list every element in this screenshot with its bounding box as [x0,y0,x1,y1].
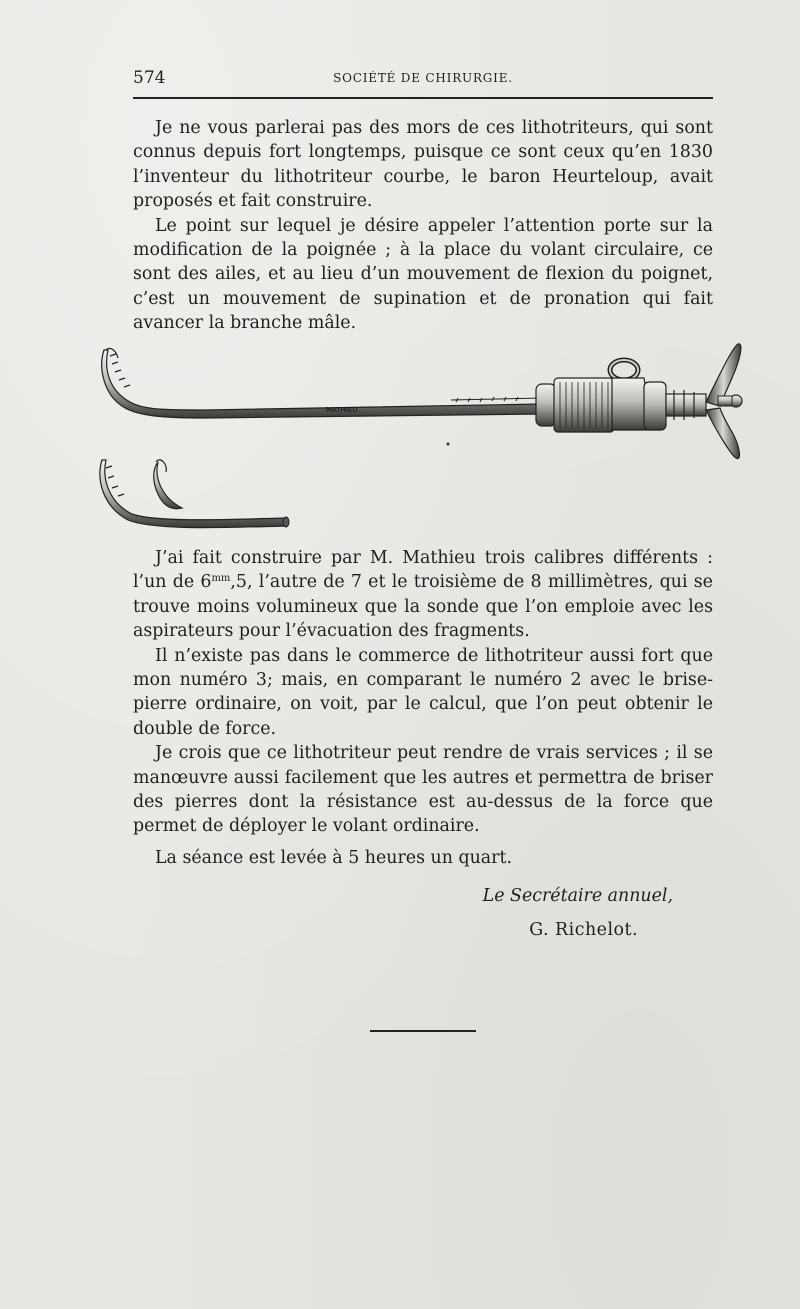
end-rule [370,1030,476,1032]
signature-name: G. Richelot. [529,920,638,940]
lithotrite-main [102,344,742,459]
paragraph-services: Je crois que ce lithotriteur peut rendre de vrais services ; il se manœuvre aussi facilement que les autres et permettra de briser des pierres dont la résistance est au-dessus de la force que permet de déployer le volant ordinaire. [133,743,713,837]
paragraph-commerce: Il n’existe pas dans le commerce de lithotriteur aussi fort que mon numéro 3; mais, en comparant le numéro 2 avec le brise-pierre ordinaire, on voit, par le calcul, que l’on peut obtenir le double de force. [133,645,713,739]
page-number: 574 [133,68,166,88]
calibres-unit-superscript: mm [211,573,231,585]
closing-line: La séance est levée à 5 heures un quart. [155,848,513,868]
text-block-bottom [133,546,713,839]
paragraph-calibres [133,546,713,644]
paragraph-poignee: Le point sur lequel je désire appeler l’attention porte sur la modification de la poignée ; à la place du volant circulaire, ce sont des ailes, et au lieu d’un mouvement de flexion du poignet, c’est un mouvement de supination et de pronation qui fait avancer la branche mâle. [133,215,713,334]
lithotrite-drawing [96,338,746,538]
calibres-text-end: ,5, l’autre de 7 et le troisième de 8 millimètres, qui se trouve moins volumineux que la sonde que l’on emploie avec les aspirateurs pour l’évacuation des fragments. [133,572,713,642]
text-block-top [133,116,713,336]
maker-label: MATHIEU [326,406,358,414]
printer-dot [447,443,450,446]
lithotrite-illustration [96,338,746,538]
paragraph-mors: Je ne vous parlerai pas des mors de ces lithotriteurs, qui sont connus depuis fort longtemps, puisque ce sont ceux qu’en 1830 l’inventeur du lithotriteur courbe, le baron Heurteloup, avait proposés et fait construire. [133,118,713,212]
lithotrite-jaw-detail [100,460,289,528]
calibres-text-start: J’ai fait construire par M. Mathieu trois calibres différents : l’un de 6 [133,548,713,593]
header-rule [133,97,713,99]
running-head: SOCIÉTÉ DE CHIRURGIE. [333,71,513,85]
signature-title: Le Secrétaire annuel, [482,886,673,906]
page-header [133,66,713,94]
